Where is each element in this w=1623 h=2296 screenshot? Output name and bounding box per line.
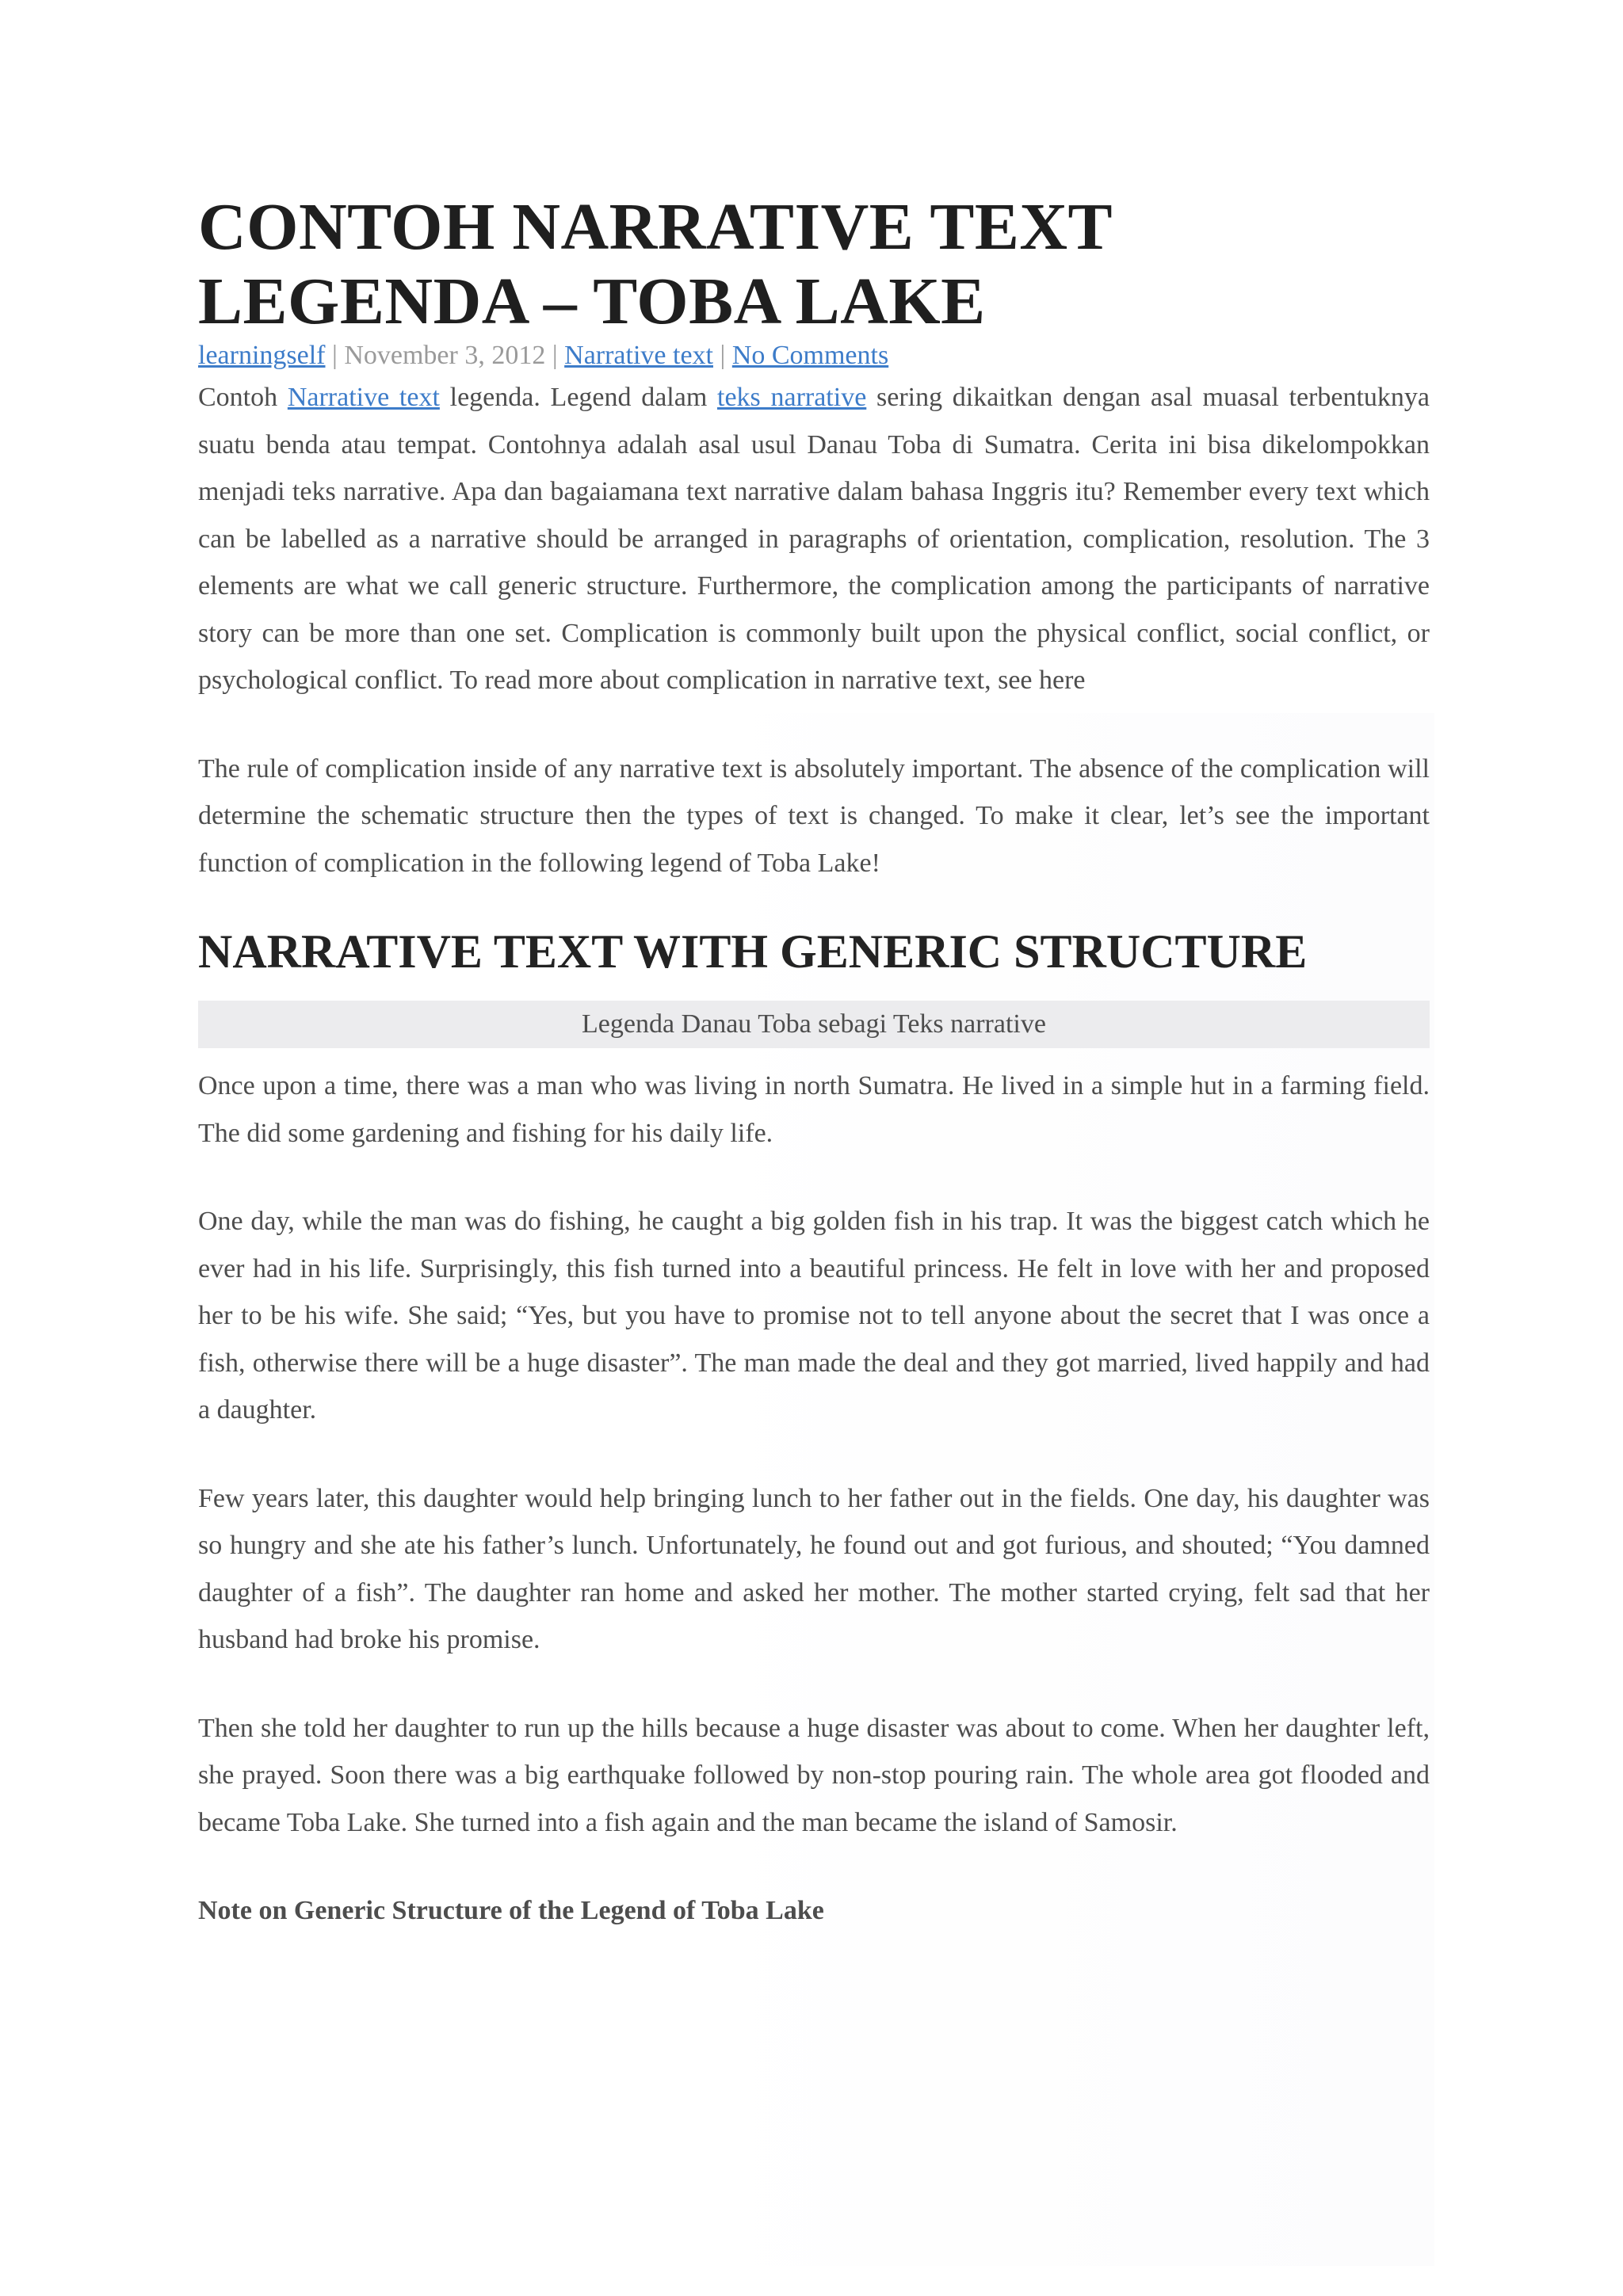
story-paragraph: Few years later, this daughter would help bringing lunch to her father out in the fields. One day, his daughter was so hungry and she ate his father’s lunch. Unfortunately, he found out and got furious, and shouted; “You damned daughter of a fish”. The daughter ran home and asked her mother. The mother started crying, felt sad that her husband had broke his promise. [198,1483,1430,1654]
article-title: CONTOH NARRATIVE TEXT LEGENDA – TOBA LAKE [198,190,1112,338]
intro-text-start: Contoh [198,383,288,412]
story-paragraph: Then she told her daughter to run up the hills because a huge disaster was about to come. When her daughter left, she prayed. Soon there was a big earthquake followed by non-stop pouring rain. The whole area got flooded and became Toba Lake. She turned into a fish again and the man became the island of Samosir. [198,1713,1430,1837]
article [198,190,1430,1935]
intro-text-rest: sering dikaitkan dengan asal muasal terbentuknya suatu benda atau tempat. Contohnya adalah asal usul Danau Toba di Sumatra. Cerita ini bisa dikelompokkan menjadi teks narrative. Apa dan bagaiamana text narrative dalam bahasa Inggris itu? Remember every text which can be labelled as a narrative should be arranged in paragraphs of orientation, complication, resolution. The 3 elements are what we call generic structure. Furthermore, the complication among the participants of narrative story can be more than one set. Complication is commonly built upon the physical conflict, social conflict, or psychological conflict. To read more about complication in narrative text, see here [198,383,1430,695]
section-heading: NARRATIVE TEXT WITH GENERIC STRUCTURE [198,925,1308,978]
paragraph-gap [198,1157,1430,1198]
category-link[interactable]: Narrative text [564,341,713,370]
generic-structure-note: Note on Generic Structure of the Legend of Toba Lake [198,1896,824,1925]
complication-paragraph: The rule of complication inside of any narrative text is absolutely important. The absence of the complication will determine the schematic structure then the types of text is changed. To make it clear, let’s see the important function of complication in the following legend of Toba Lake! [198,753,1430,878]
intro-paragraph [198,374,1430,704]
legend-caption: Legenda Danau Toba sebagi Teks narrative [198,1001,1430,1048]
post-date: November 3, 2012 [344,341,546,370]
paragraph-gap [198,1664,1430,1705]
article-meta [198,338,1430,374]
story-paragraph: One day, while the man was do fishing, he caught a big golden fish in his trap. It was the biggest catch which he ever had in his life. Surprisingly, this fish turned into a beautiful princess. He felt in love with her and proposed her to be his wife. She said; “Yes, but you have to promise not to tell anyone about the secret that I was once a fish, otherwise there will be a huge disaster”. The man made the deal and they got married, lived happily and had a daughter. [198,1207,1430,1425]
paragraph-gap [198,1434,1430,1475]
meta-separator: | [713,341,732,370]
meta-separator: | [325,341,345,370]
intro-text-mid: legenda. Legend dalam [439,383,717,412]
story-paragraph: Once upon a time, there was a man who was living in north Sumatra. He lived in a simple hut in a farming field. The did some gardening and fishing for his daily life. [198,1071,1430,1148]
paragraph-gap [198,704,1430,746]
meta-separator: | [545,341,565,370]
narrative-text-link[interactable]: Narrative text [287,383,440,412]
teks-narrative-link[interactable]: teks narrative [717,383,867,412]
author-link[interactable]: learningself [198,341,326,370]
comments-link[interactable]: No Comments [731,341,889,370]
